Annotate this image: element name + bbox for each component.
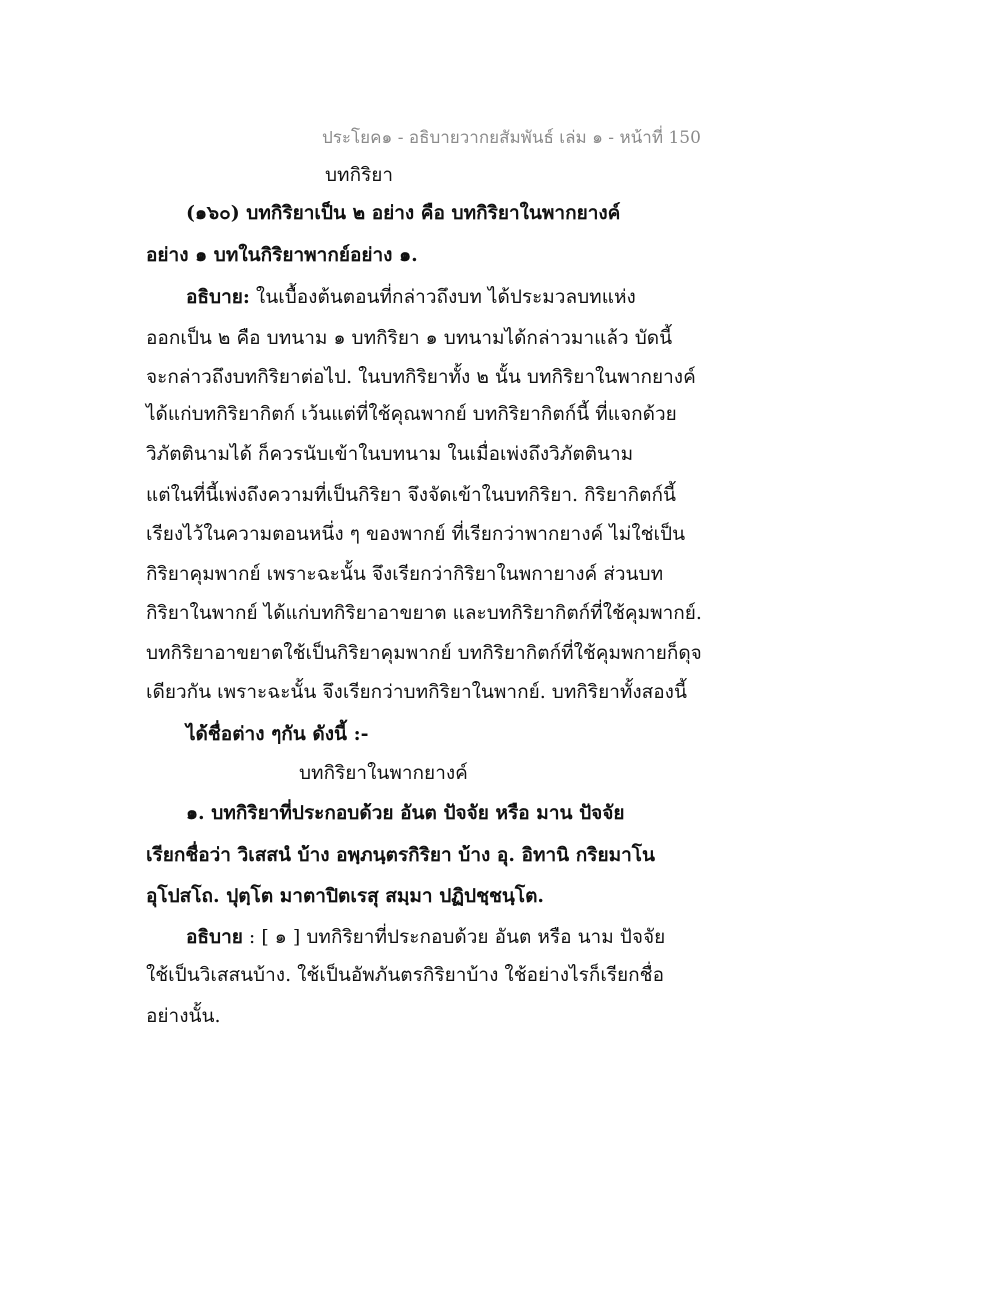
explanation2-line-1 [186,924,665,950]
explanation-line: ออกเป็น ๒ คือ บทนาม ๑ บทกิริยา ๑ บทนามได้กล่าวมาแล้ว บัดนี้ [146,327,673,349]
explanation2-line: ใช้เป็นวิเสสนบ้าง. ใช้เป็นอัพภันตรกิริยาบ้าง ใช้อย่างไรก็เรียกชื่อ [146,964,664,986]
explanation-line: กิริยาในพากย์ ได้แก่บทกิริยาอาขยาต และบทกิริยากิตก์ที่ใช้คุมพากย์. [146,602,702,624]
rule-160-line-2: อย่าง ๑ บทในกิริยาพากย์อย่าง ๑. [146,244,418,266]
explanation-closing: ได้ชื่อต่าง ๆกัน ดังนี้ :- [186,723,369,745]
explanation2-line: อย่างนั้น. [146,1005,221,1027]
section-title: บทกิริยา [325,164,394,186]
explanation-line: แต่ในที่นี้เพ่งถึงความที่เป็นกิริยา จึงจัดเข้าในบทกิริยา. กิริยากิตก์นี้ [146,484,676,506]
rule-1-line: ๑. บทกิริยาที่ประกอบด้วย อันต ปัจจัย หรือ มาน ปัจจัย [186,802,625,824]
explanation-line-1 [186,284,636,310]
explanation-line: บทกิริยาอาขยาตใช้เป็นกิริยาคุมพากย์ บทกิริยากิตก์ที่ใช้คุมพกายก็ดุจ [146,642,702,664]
explanation-line: เรียงไว้ในความตอนหนึ่ง ๆ ของพากย์ ที่เรียกว่าพากยางค์ ไม่ใช่เป็น [146,523,686,545]
rule-160-line-1: (๑๖๐) บทกิริยาเป็น ๒ อย่าง คือ บทกิริยาในพากยางค์ [186,202,621,224]
explanation-line: จะกล่าวถึงบทกิริยาต่อไป. ในบทกิริยาทั้ง ๒ นั้น บทกิริยาในพากยางค์ [146,366,696,388]
explanation-line: เดียวกัน เพราะฉะนั้น จึงเรียกว่าบทกิริยาในพากย์. บทกิริยาทั้งสองนี้ [146,681,687,703]
explanation2-line-1-text: : [ ๑ ] บทกิริยาที่ประกอบด้วย อันต หรือ นาม ปัจจัย [242,926,666,948]
explanation-line-1-text: ในเบื้องต้นตอนที่กล่าวถึงบท ได้ประมวลบทแห่ง [249,286,636,308]
subsection-title: บทกิริยาในพากยางค์ [299,762,468,784]
explanation2-label: อธิบาย [186,926,243,948]
page-header: ประโยค๑ - อธิบายวากยสัมพันธ์ เล่ม ๑ - หน้าที่ 150 [322,128,701,148]
explanation-label: อธิบาย: [186,286,250,308]
explanation-line: วิภัตตินามได้ ก็ควรนับเข้าในบทนาม ในเมื่อเพ่งถึงวิภัตตินาม [146,443,634,465]
rule-1-line: อุโปสโถ. ปุตฺโต มาตาปิตเรสุ สมฺมา ปฏิปชฺชนฺโต. [146,885,545,907]
rule-1-line: เรียกชื่อว่า วิเสสนํ บ้าง อพฺภนฺตรกิริยา บ้าง อุ. อิทานิ กริยมาโน [146,844,655,866]
explanation-line: กิริยาคุมพากย์ เพราะฉะนั้น จึงเรียกว่ากิริยาในพกายางค์ ส่วนบท [146,563,664,585]
explanation-line: ได้แก่บทกิริยากิตก์ เว้นแต่ที่ใช้คุณพากย์ บทกิริยากิตก์นี้ ที่แจกด้วย [146,403,677,425]
